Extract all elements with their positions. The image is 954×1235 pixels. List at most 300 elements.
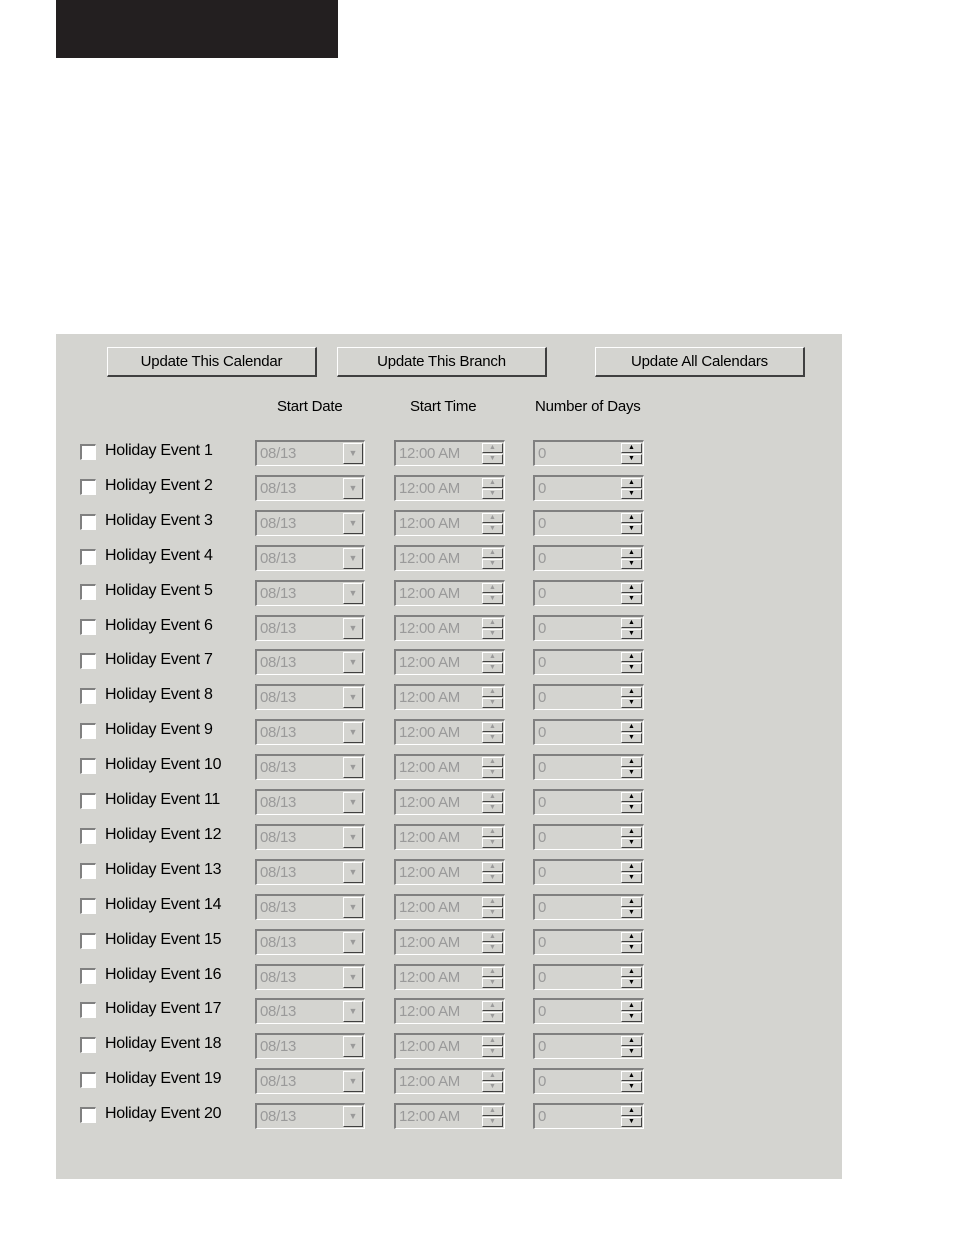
chevron-down-icon[interactable]: ▼ (343, 862, 363, 883)
start-date-dropdown[interactable] (255, 964, 365, 990)
spin-buttons (621, 583, 642, 604)
spin-up-icon[interactable]: ▲ (482, 967, 503, 977)
holiday-event-label: Holiday Event 18 (105, 1035, 222, 1053)
start-time-value: 12:00 AM (399, 479, 460, 497)
spin-buttons (482, 1001, 503, 1022)
holiday-event-label: Holiday Event 17 (105, 1000, 222, 1018)
spin-buttons (621, 548, 642, 569)
holiday-event-checkbox[interactable] (80, 549, 96, 565)
number-of-days-spinner[interactable] (533, 440, 644, 466)
start-date-value: 08/13 (260, 724, 297, 742)
chevron-down-icon[interactable]: ▼ (343, 897, 363, 918)
start-time-spinner[interactable] (394, 475, 505, 501)
spin-down-icon[interactable]: ▼ (621, 943, 642, 953)
start-time-value: 12:00 AM (399, 968, 460, 986)
start-date-dropdown[interactable] (255, 615, 365, 641)
spin-buttons (482, 513, 503, 534)
start-time-spinner[interactable] (394, 929, 505, 955)
spin-up-icon[interactable]: ▲ (482, 1001, 503, 1011)
number-of-days-value: 0 (538, 828, 547, 846)
spin-up-icon[interactable]: ▲ (621, 1106, 642, 1116)
start-time-spinner[interactable] (394, 580, 505, 606)
spin-up-icon[interactable]: ▲ (482, 513, 503, 523)
holiday-event-label: Holiday Event 14 (105, 895, 222, 913)
holiday-event-checkbox[interactable] (80, 933, 96, 949)
number-of-days-spinner[interactable] (533, 754, 644, 780)
start-time-spinner[interactable] (394, 754, 505, 780)
spin-buttons (482, 897, 503, 918)
start-date-header: Start Date (277, 398, 343, 415)
number-of-days-spinner[interactable] (533, 789, 644, 815)
start-time-spinner[interactable] (394, 894, 505, 920)
holiday-event-row (56, 1033, 842, 1059)
spin-up-icon[interactable]: ▲ (482, 443, 503, 453)
number-of-days-value: 0 (538, 654, 547, 672)
holiday-event-checkbox[interactable] (80, 479, 96, 495)
holiday-event-label: Holiday Event 9 (105, 721, 213, 739)
spin-up-icon[interactable]: ▲ (482, 862, 503, 872)
spin-up-icon[interactable]: ▲ (621, 862, 642, 872)
start-date-value: 08/13 (260, 1108, 297, 1126)
holiday-event-label: Holiday Event 15 (105, 930, 222, 948)
start-date-value: 08/13 (260, 689, 297, 707)
spin-buttons (621, 967, 642, 988)
spin-down-icon[interactable]: ▼ (482, 524, 503, 534)
holiday-events-panel (56, 334, 842, 1179)
holiday-event-row (56, 649, 842, 675)
holiday-event-checkbox[interactable] (80, 1107, 96, 1123)
start-time-spinner[interactable] (394, 998, 505, 1024)
spin-up-icon[interactable]: ▲ (482, 583, 503, 593)
start-date-dropdown[interactable] (255, 1068, 365, 1094)
start-date-dropdown[interactable] (255, 1033, 365, 1059)
number-of-days-value: 0 (538, 689, 547, 707)
spin-buttons (621, 932, 642, 953)
spin-up-icon[interactable]: ▲ (482, 932, 503, 942)
spin-down-icon[interactable]: ▼ (482, 838, 503, 848)
start-date-value: 08/13 (260, 794, 297, 811)
start-date-dropdown[interactable] (255, 684, 365, 710)
holiday-event-row (56, 475, 842, 501)
chevron-down-icon[interactable]: ▼ (343, 757, 363, 778)
holiday-event-row (56, 894, 842, 920)
holiday-event-label: Holiday Event 5 (105, 581, 213, 599)
holiday-event-checkbox[interactable] (80, 1072, 96, 1088)
start-time-value: 12:00 AM (399, 863, 460, 881)
holiday-event-row (56, 824, 842, 850)
holiday-event-checkbox[interactable] (80, 619, 96, 635)
start-date-dropdown[interactable] (255, 929, 365, 955)
start-time-value: 12:00 AM (399, 619, 460, 637)
start-time-value: 12:00 AM (399, 514, 460, 532)
spin-buttons (621, 757, 642, 778)
spin-buttons (621, 687, 642, 708)
spin-up-icon[interactable]: ▲ (482, 687, 503, 697)
spin-down-icon[interactable]: ▼ (621, 873, 642, 883)
number-of-days-value: 0 (538, 898, 547, 916)
spin-down-icon[interactable]: ▼ (621, 1047, 642, 1057)
holiday-event-label: Holiday Event 1 (105, 442, 213, 459)
spin-down-icon[interactable]: ▼ (621, 663, 642, 673)
spin-up-icon[interactable]: ▲ (482, 1036, 503, 1046)
start-date-dropdown[interactable] (255, 1103, 365, 1129)
chevron-down-icon[interactable]: ▼ (343, 548, 363, 569)
spin-down-icon[interactable]: ▼ (482, 629, 503, 639)
start-date-value: 08/13 (260, 514, 297, 532)
start-time-spinner[interactable] (394, 545, 505, 571)
spin-down-icon[interactable]: ▼ (482, 803, 503, 813)
holiday-event-label: Holiday Event 16 (105, 965, 222, 983)
spin-up-icon[interactable]: ▲ (482, 827, 503, 837)
spin-buttons (621, 897, 642, 918)
number-of-days-spinner[interactable] (533, 684, 644, 710)
spin-buttons (621, 1106, 642, 1127)
chevron-down-icon[interactable]: ▼ (343, 1071, 363, 1092)
spin-down-icon[interactable]: ▼ (482, 908, 503, 918)
update-all-calendars-button[interactable]: Update All Calendars (595, 347, 805, 377)
number-of-days-value: 0 (538, 759, 547, 777)
holiday-event-checkbox[interactable] (80, 828, 96, 844)
chevron-down-icon[interactable]: ▼ (343, 722, 363, 743)
spin-buttons (482, 757, 503, 778)
chevron-down-icon[interactable]: ▼ (343, 687, 363, 708)
start-time-spinner[interactable] (394, 1033, 505, 1059)
start-time-value: 12:00 AM (399, 724, 460, 742)
spin-down-icon[interactable]: ▼ (482, 663, 503, 673)
spin-buttons (621, 827, 642, 848)
spin-up-icon[interactable]: ▲ (621, 932, 642, 942)
number-of-days-spinner[interactable] (533, 929, 644, 955)
spin-down-icon[interactable]: ▼ (621, 733, 642, 743)
spin-buttons (482, 722, 503, 743)
holiday-event-label: Holiday Event 7 (105, 651, 213, 669)
holiday-event-checkbox[interactable] (80, 653, 96, 669)
spin-buttons (482, 967, 503, 988)
start-date-dropdown[interactable] (255, 545, 365, 571)
number-of-days-value: 0 (538, 933, 547, 951)
holiday-event-label: Holiday Event 2 (105, 476, 213, 494)
start-date-dropdown[interactable] (255, 859, 365, 885)
spin-down-icon[interactable]: ▼ (482, 1117, 503, 1127)
start-date-value: 08/13 (260, 933, 297, 951)
holiday-event-checkbox[interactable] (80, 688, 96, 704)
start-time-spinner[interactable] (394, 859, 505, 885)
start-time-spinner[interactable] (394, 684, 505, 710)
start-time-spinner[interactable] (394, 824, 505, 850)
spin-down-icon[interactable]: ▼ (482, 978, 503, 988)
spin-down-icon[interactable]: ▼ (482, 489, 503, 499)
holiday-event-label: Holiday Event 6 (105, 616, 213, 634)
spin-down-icon[interactable]: ▼ (621, 908, 642, 918)
spin-buttons (621, 1036, 642, 1057)
spin-down-icon[interactable]: ▼ (621, 524, 642, 534)
spin-up-icon[interactable]: ▲ (621, 722, 642, 732)
number-of-days-spinner[interactable] (533, 894, 644, 920)
chevron-down-icon[interactable]: ▼ (343, 652, 363, 673)
chevron-down-icon[interactable]: ▼ (343, 513, 363, 534)
number-of-days-spinner[interactable] (533, 615, 644, 641)
start-date-dropdown[interactable] (255, 998, 365, 1024)
spin-up-icon[interactable]: ▲ (621, 757, 642, 767)
number-of-days-spinner[interactable] (533, 859, 644, 885)
number-of-days-value: 0 (538, 549, 547, 567)
spin-down-icon[interactable]: ▼ (482, 454, 503, 464)
start-time-spinner[interactable] (394, 510, 505, 536)
start-time-value: 12:00 AM (399, 759, 460, 777)
start-time-spinner[interactable] (394, 719, 505, 745)
start-date-dropdown[interactable] (255, 580, 365, 606)
spin-down-icon[interactable]: ▼ (621, 1082, 642, 1092)
chevron-down-icon[interactable]: ▼ (343, 1001, 363, 1022)
spin-up-icon[interactable]: ▲ (482, 1071, 503, 1081)
spin-buttons (621, 652, 642, 673)
spin-down-icon[interactable]: ▼ (482, 1012, 503, 1022)
holiday-event-row (56, 754, 842, 780)
holiday-event-row (56, 859, 842, 885)
spin-up-icon[interactable]: ▲ (482, 478, 503, 488)
start-time-spinner[interactable] (394, 964, 505, 990)
holiday-event-checkbox[interactable] (80, 444, 96, 460)
number-of-days-value: 0 (538, 1073, 547, 1091)
start-time-value: 12:00 AM (399, 794, 460, 811)
number-of-days-spinner[interactable] (533, 1068, 644, 1094)
number-of-days-value: 0 (538, 445, 547, 462)
holiday-event-row (56, 1103, 842, 1129)
spin-up-icon[interactable]: ▲ (482, 652, 503, 662)
start-time-value: 12:00 AM (399, 689, 460, 707)
spin-buttons (482, 1106, 503, 1127)
spin-down-icon[interactable]: ▼ (482, 698, 503, 708)
number-of-days-value: 0 (538, 514, 547, 532)
number-of-days-value: 0 (538, 1038, 547, 1056)
update-this-calendar-button[interactable]: Update This Calendar (107, 347, 317, 377)
chevron-down-icon[interactable]: ▼ (343, 443, 363, 464)
spin-up-icon[interactable]: ▲ (482, 548, 503, 558)
holiday-event-row (56, 1068, 842, 1094)
number-of-days-spinner[interactable] (533, 510, 644, 536)
spin-up-icon[interactable]: ▲ (482, 757, 503, 767)
start-time-spinner[interactable] (394, 649, 505, 675)
number-of-days-header: Number of Days (535, 398, 641, 415)
spin-down-icon[interactable]: ▼ (621, 559, 642, 569)
start-time-spinner[interactable] (394, 440, 505, 466)
number-of-days-spinner[interactable] (533, 1103, 644, 1129)
start-date-value: 08/13 (260, 863, 297, 881)
spin-buttons (482, 687, 503, 708)
start-time-spinner[interactable] (394, 789, 505, 815)
spin-down-icon[interactable]: ▼ (621, 803, 642, 813)
spin-buttons (482, 1036, 503, 1057)
start-time-value: 12:00 AM (399, 445, 460, 462)
number-of-days-spinner[interactable] (533, 964, 644, 990)
number-of-days-spinner[interactable] (533, 545, 644, 571)
spin-buttons (621, 513, 642, 534)
spin-up-icon[interactable]: ▲ (482, 792, 503, 802)
spin-buttons (621, 722, 642, 743)
start-time-value: 12:00 AM (399, 654, 460, 672)
start-date-value: 08/13 (260, 619, 297, 637)
spin-down-icon[interactable]: ▼ (621, 629, 642, 639)
spin-up-icon[interactable]: ▲ (482, 897, 503, 907)
holiday-event-label: Holiday Event 4 (105, 546, 213, 564)
start-date-dropdown[interactable] (255, 719, 365, 745)
holiday-event-checkbox[interactable] (80, 723, 96, 739)
spin-down-icon[interactable]: ▼ (482, 943, 503, 953)
holiday-event-checkbox[interactable] (80, 584, 96, 600)
number-of-days-spinner[interactable] (533, 824, 644, 850)
spin-down-icon[interactable]: ▼ (482, 733, 503, 743)
holiday-event-checkbox[interactable] (80, 514, 96, 530)
number-of-days-spinner[interactable] (533, 649, 644, 675)
number-of-days-value: 0 (538, 1108, 547, 1126)
spin-up-icon[interactable]: ▲ (621, 652, 642, 662)
holiday-event-row (56, 998, 842, 1024)
holiday-event-label: Holiday Event 10 (105, 756, 222, 774)
start-date-dropdown[interactable] (255, 824, 365, 850)
start-time-value: 12:00 AM (399, 549, 460, 567)
number-of-days-spinner[interactable] (533, 580, 644, 606)
spin-down-icon[interactable]: ▼ (482, 1082, 503, 1092)
start-date-dropdown[interactable] (255, 440, 365, 466)
spin-down-icon[interactable]: ▼ (621, 1012, 642, 1022)
start-date-value: 08/13 (260, 445, 297, 462)
holiday-event-row (56, 545, 842, 571)
spin-down-icon[interactable]: ▼ (621, 454, 642, 464)
spin-up-icon[interactable]: ▲ (621, 513, 642, 523)
spin-up-icon[interactable]: ▲ (621, 548, 642, 558)
spin-down-icon[interactable]: ▼ (482, 559, 503, 569)
spin-up-icon[interactable]: ▲ (621, 967, 642, 977)
start-time-value: 12:00 AM (399, 933, 460, 951)
spin-buttons (482, 583, 503, 604)
chevron-down-icon[interactable]: ▼ (343, 1036, 363, 1057)
holiday-event-label: Holiday Event 13 (105, 860, 222, 878)
spin-up-icon[interactable]: ▲ (621, 478, 642, 488)
spin-buttons (482, 827, 503, 848)
start-date-dropdown[interactable] (255, 894, 365, 920)
spin-buttons (621, 1001, 642, 1022)
start-date-value: 08/13 (260, 968, 297, 986)
start-date-value: 08/13 (260, 1073, 297, 1091)
spin-down-icon[interactable]: ▼ (482, 768, 503, 778)
spin-up-icon[interactable]: ▲ (621, 792, 642, 802)
spin-up-icon[interactable]: ▲ (621, 897, 642, 907)
spin-down-icon[interactable]: ▼ (621, 838, 642, 848)
start-date-value: 08/13 (260, 654, 297, 672)
holiday-event-row (56, 719, 842, 745)
number-of-days-value: 0 (538, 724, 547, 742)
chevron-down-icon[interactable]: ▼ (343, 932, 363, 953)
start-date-dropdown[interactable] (255, 649, 365, 675)
chevron-down-icon[interactable]: ▼ (343, 792, 363, 813)
spin-buttons (482, 932, 503, 953)
holiday-event-checkbox[interactable] (80, 968, 96, 984)
spin-down-icon[interactable]: ▼ (482, 1047, 503, 1057)
holiday-event-label: Holiday Event 3 (105, 511, 213, 529)
start-time-spinner[interactable] (394, 615, 505, 641)
spin-buttons (482, 443, 503, 464)
holiday-event-checkbox[interactable] (80, 793, 96, 809)
spin-up-icon[interactable]: ▲ (482, 722, 503, 732)
spin-up-icon[interactable]: ▲ (621, 1036, 642, 1046)
start-date-value: 08/13 (260, 584, 297, 602)
start-time-spinner[interactable] (394, 1103, 505, 1129)
start-date-dropdown[interactable] (255, 475, 365, 501)
start-time-value: 12:00 AM (399, 584, 460, 602)
start-date-value: 08/13 (260, 898, 297, 916)
spin-buttons (621, 1071, 642, 1092)
spin-buttons (621, 618, 642, 639)
number-of-days-spinner[interactable] (533, 475, 644, 501)
spin-up-icon[interactable]: ▲ (482, 1106, 503, 1116)
start-date-dropdown[interactable] (255, 789, 365, 815)
holiday-event-checkbox[interactable] (80, 1037, 96, 1053)
start-date-value: 08/13 (260, 1003, 297, 1021)
spin-down-icon[interactable]: ▼ (621, 594, 642, 604)
update-this-branch-button[interactable]: Update This Branch (337, 347, 547, 377)
spin-buttons (482, 1071, 503, 1092)
holiday-event-label: Holiday Event 20 (105, 1105, 222, 1123)
chevron-down-icon[interactable]: ▼ (343, 967, 363, 988)
start-date-value: 08/13 (260, 759, 297, 777)
spin-up-icon[interactable]: ▲ (621, 1071, 642, 1081)
chevron-down-icon[interactable]: ▼ (343, 478, 363, 499)
spin-up-icon[interactable]: ▲ (621, 443, 642, 453)
start-time-spinner[interactable] (394, 1068, 505, 1094)
spin-down-icon[interactable]: ▼ (621, 978, 642, 988)
spin-up-icon[interactable]: ▲ (621, 827, 642, 837)
chevron-down-icon[interactable]: ▼ (343, 827, 363, 848)
spin-down-icon[interactable]: ▼ (482, 873, 503, 883)
number-of-days-spinner[interactable] (533, 719, 644, 745)
spin-down-icon[interactable]: ▼ (621, 489, 642, 499)
holiday-event-row (56, 964, 842, 990)
spin-up-icon[interactable]: ▲ (482, 618, 503, 628)
spin-down-icon[interactable]: ▼ (621, 1117, 642, 1127)
chevron-down-icon[interactable]: ▼ (343, 1106, 363, 1127)
spin-buttons (621, 478, 642, 499)
spin-buttons (482, 652, 503, 673)
spin-up-icon[interactable]: ▲ (621, 1001, 642, 1011)
holiday-event-checkbox[interactable] (80, 758, 96, 774)
start-date-dropdown[interactable] (255, 510, 365, 536)
spin-up-icon[interactable]: ▲ (621, 583, 642, 593)
number-of-days-value: 0 (538, 794, 547, 811)
spin-up-icon[interactable]: ▲ (621, 618, 642, 628)
start-date-dropdown[interactable] (255, 754, 365, 780)
spin-down-icon[interactable]: ▼ (482, 594, 503, 604)
spin-down-icon[interactable]: ▼ (621, 698, 642, 708)
holiday-event-checkbox[interactable] (80, 1002, 96, 1018)
holiday-event-checkbox[interactable] (80, 898, 96, 914)
number-of-days-spinner[interactable] (533, 1033, 644, 1059)
spin-up-icon[interactable]: ▲ (621, 687, 642, 697)
chevron-down-icon[interactable]: ▼ (343, 618, 363, 639)
number-of-days-value: 0 (538, 619, 547, 637)
number-of-days-value: 0 (538, 968, 547, 986)
holiday-event-checkbox[interactable] (80, 863, 96, 879)
chevron-down-icon[interactable]: ▼ (343, 583, 363, 604)
start-time-value: 12:00 AM (399, 1003, 460, 1021)
start-date-value: 08/13 (260, 549, 297, 567)
spin-buttons (482, 478, 503, 499)
spin-down-icon[interactable]: ▼ (621, 768, 642, 778)
number-of-days-spinner[interactable] (533, 998, 644, 1024)
start-date-value: 08/13 (260, 1038, 297, 1056)
spin-buttons (482, 548, 503, 569)
number-of-days-value: 0 (538, 584, 547, 602)
holiday-event-label: Holiday Event 11 (105, 791, 220, 808)
